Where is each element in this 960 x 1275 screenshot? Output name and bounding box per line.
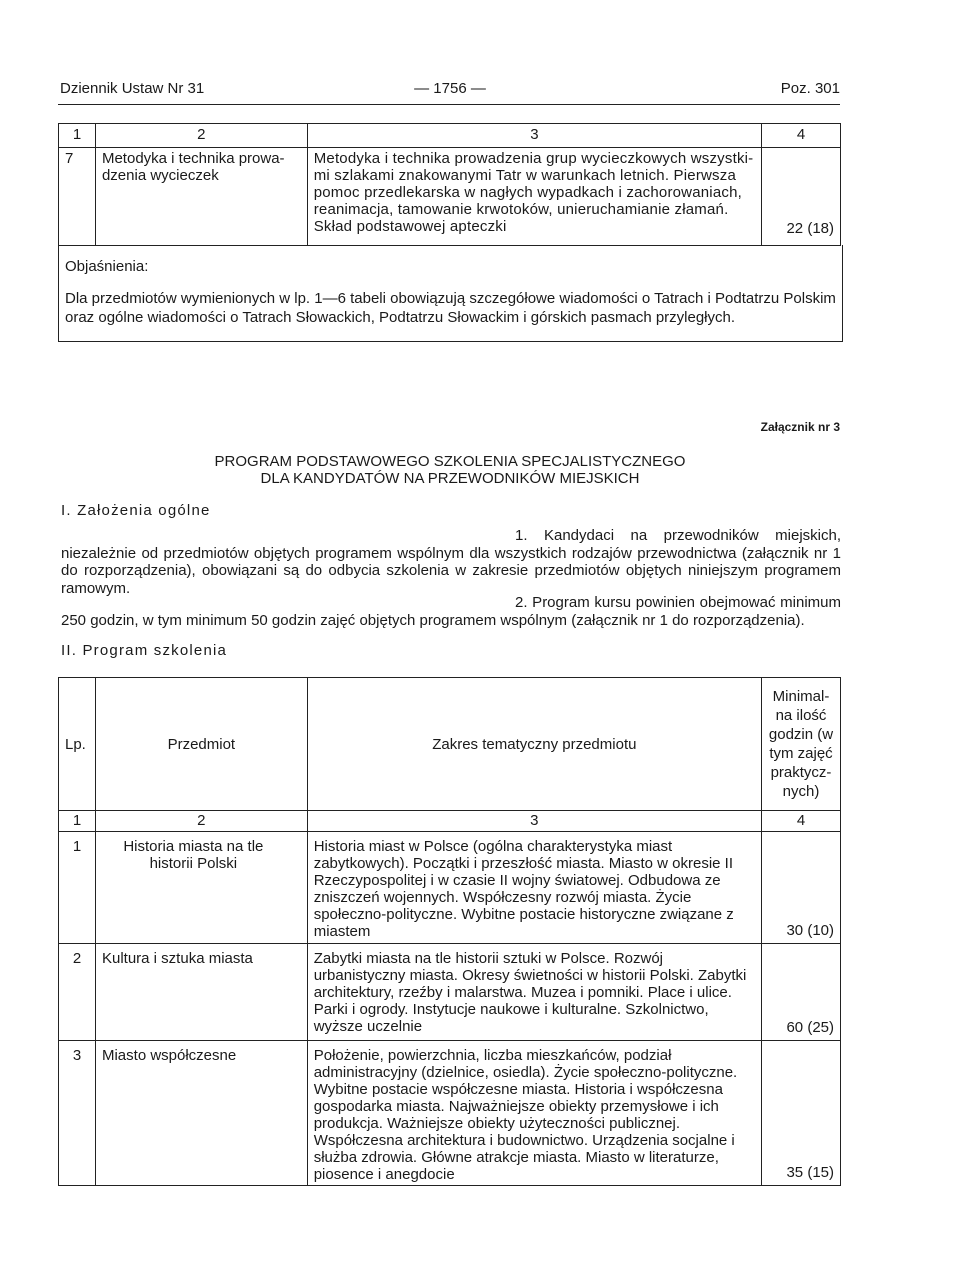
annex-label: Załącznik nr 3	[760, 420, 840, 434]
row-subject: Miasto współczesne	[95, 1041, 307, 1186]
row-lp: 1	[59, 832, 96, 944]
paragraph-2: 2. Program kursu powinien obejmować minimum 250 godzin, w tym minimum 50 godzin zajęć objętych programem wspólnym (załącznik nr 1 do rozporządzenia).	[61, 594, 841, 629]
paragraph-1: 1. Kandydaci na przewodników miejskich, niezależnie od przedmiotów objętych programem wspólnym dla wszystkich rodzajów przewodnictwa (załącznik nr 1 do rozporządzenia), obowiązani są do odbycia szkolenia w zakresie przedmiotów objętych niniejszym programem ramowym.	[61, 527, 841, 597]
position-number: Poz. 301	[780, 80, 840, 97]
col-number-3: 3	[307, 811, 761, 832]
program-title-line2: DLA KANDYDATÓW NA PRZEWODNIKÓW MIEJSKICH	[260, 470, 640, 487]
row-scope: Historia miast w Polsce (ogólna charakterystyka miast zabytkowych). Początki i przeszłość miasta. Miasto w okresie II Rzeczypospolitej i w czasie II wojny światowej. Odbudowa ze zniszczeń wojennych. Współczesny rozwój miasta. Życie społeczno-polityczne. Wybitne postacie historyczne związane z miastem	[307, 832, 761, 944]
section-heading-general: I. Założenia ogólne	[61, 502, 211, 519]
notes-box	[58, 245, 843, 342]
row-lp: 2	[59, 944, 96, 1041]
header-lp: Lp.	[59, 678, 96, 811]
row-scope: Zabytki miasta na tle historii sztuki w Polsce. Rozwój urbanistyczny miasta. Okresy świetności w historii Polski. Zabytki architektury, rzeźby i malarstwa. Muzea i pomniki. Place i ulice. Parki i ogrody. Instytucje naukowe i kulturalne. Szkolnictwo, wyższe uczelnie	[307, 944, 761, 1041]
row-scope: Położenie, powierzchnia, liczba mieszkańców, podział administracyjny (dzielnice, osiedla). Życie społeczno-polityczne. Wybitne postacie współczesne miasta. Historia i współczesna gospodarka miasta. Najważniejsze obiekty przemysłowe i ich produkcja. Ważniejsze obiekty użyteczności publicznej. Współczesna architektura i budownictwo. Urządzenia socjalne i służba zdrowia. Główne atrakcje miasta. Miasto w literaturze, piosence i anegdocie	[307, 1041, 761, 1186]
page-number: — 1756 —	[414, 80, 486, 97]
col-number-3: 3	[307, 124, 761, 148]
column-number-row	[59, 811, 841, 832]
row-lp: 7	[59, 148, 96, 246]
row-lp: 3	[59, 1041, 96, 1186]
header-hours: Minimal-na ilość godzin (w tym zajęć praktycz-nych)	[761, 678, 840, 811]
program-title-line1: PROGRAM PODSTAWOWEGO SZKOLENIA SPECJALISTYCZNEGO	[214, 453, 686, 470]
row-hours: 22 (18)	[762, 148, 841, 246]
journal-title: Dziennik Ustaw Nr 31	[60, 80, 205, 97]
row-hours: 35 (15)	[761, 1041, 840, 1186]
table-header-row	[59, 678, 841, 811]
table-row	[59, 1041, 841, 1186]
program-table	[58, 677, 841, 1186]
continuation-table	[58, 123, 841, 246]
row-subject: Historia miasta na tle historii Polski	[95, 832, 307, 944]
column-number-row	[59, 124, 841, 148]
col-number-4: 4	[762, 124, 841, 148]
row-hours: 60 (25)	[761, 944, 840, 1041]
col-number-2: 2	[95, 124, 307, 148]
row-subject: Metodyka i technika prowa-dzenia wycieczek	[95, 148, 307, 246]
notes-title: Objaśnienia:	[65, 258, 149, 275]
row-scope: Metodyka i technika prowadzenia grup wycieczkowych wszystki-mi szlakami znakowanymi Tatr w warunkach letnich. Pierwsza pomoc przedlekarska w nagłych wypadkach i zachorowaniach, reanimacja, tamowanie krwotoków, unieruchamianie złamań. Skład podstawowej apteczki	[307, 148, 761, 246]
section-heading-program: II. Program szkolenia	[61, 642, 228, 659]
col-number-1: 1	[59, 811, 96, 832]
row-subject: Kultura i sztuka miasta	[95, 944, 307, 1041]
header-scope: Zakres tematyczny przedmiotu	[307, 678, 761, 811]
program-title	[150, 453, 750, 487]
row-hours: 30 (10)	[761, 832, 840, 944]
notes-text: Dla przedmiotów wymienionych w lp. 1—6 tabeli obowiązują szczegółowe wiadomości o Tatrach i Podtatrzu Polskim oraz ogólne wiadomości o Tatrach Słowackich, Podtatrzu Słowackim i górskich pasmach przyległych.	[65, 290, 836, 326]
table-row	[59, 944, 841, 1041]
header-subject: Przedmiot	[95, 678, 307, 811]
table-row	[59, 832, 841, 944]
table-row	[59, 148, 841, 246]
col-number-1: 1	[59, 124, 96, 148]
col-number-2: 2	[95, 811, 307, 832]
header-rule	[58, 104, 840, 105]
col-number-4: 4	[761, 811, 840, 832]
